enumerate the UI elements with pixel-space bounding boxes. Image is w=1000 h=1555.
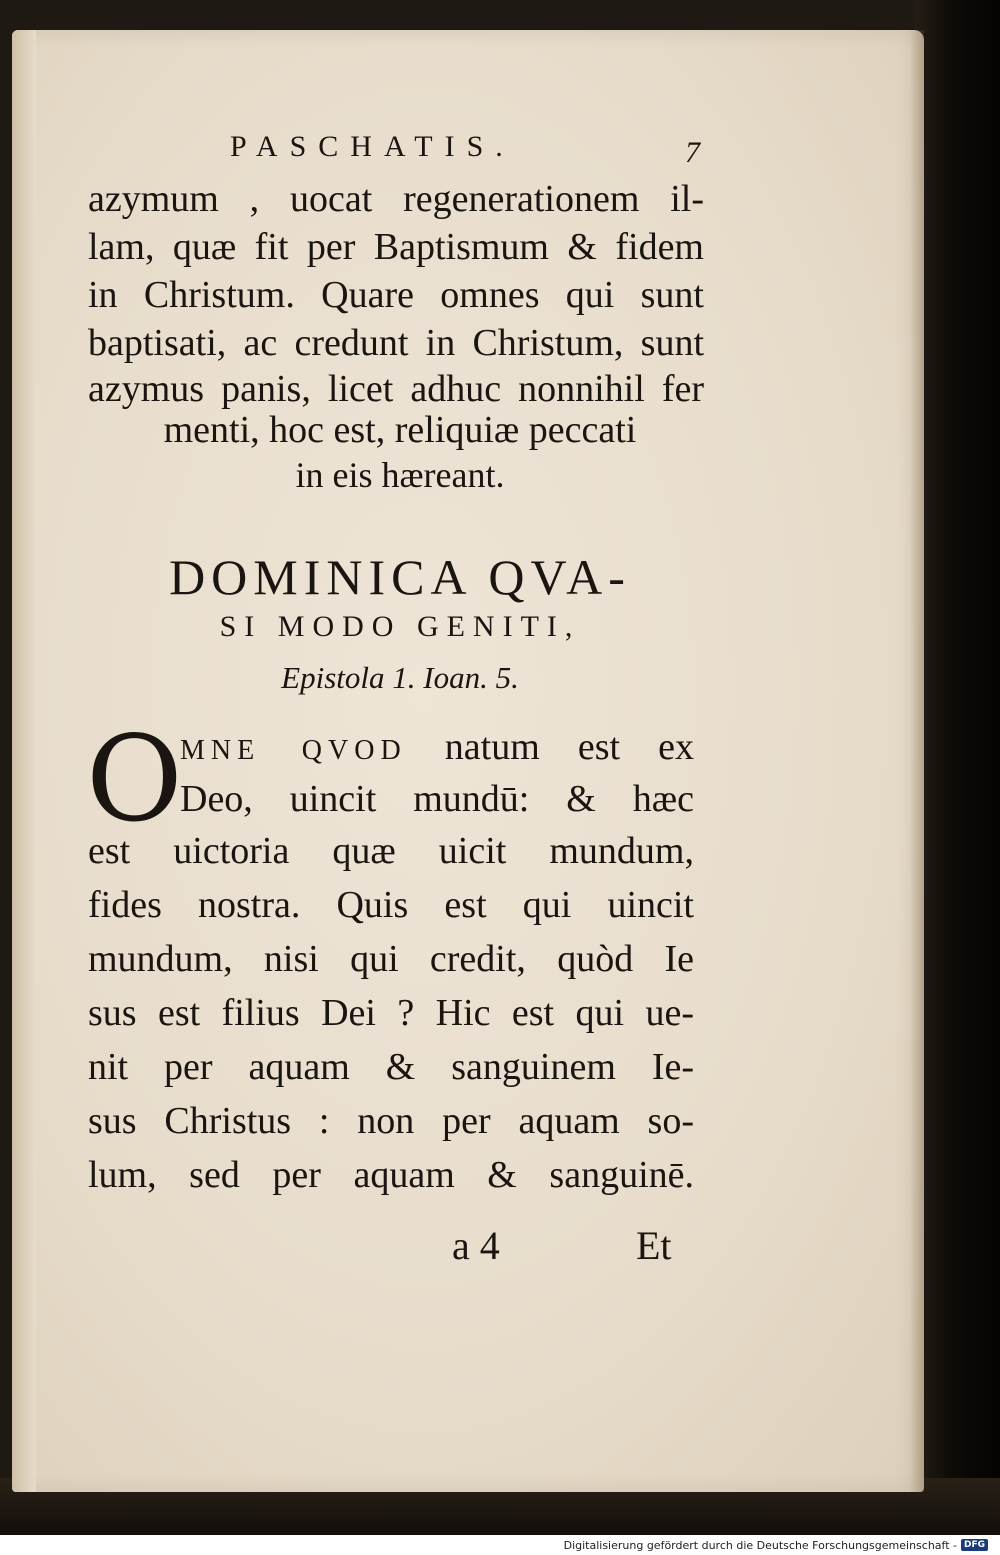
section-subheading: SI MODO GENITI, [219, 610, 581, 643]
centered-line: in eis hæreant. [295, 455, 505, 495]
digitization-footer [564, 1537, 988, 1553]
text-line: azymus panis, licet adhuc nonnihil fer [88, 368, 704, 410]
text-line: baptisati, ac credunt in Christum, sunt [88, 322, 704, 364]
first-line-text: natum est ex [444, 726, 695, 768]
text-line: in Christum. Quare omnes qui sunt [88, 274, 704, 316]
text-line: mundum, nisi qui credit, quòd Ie [88, 938, 694, 980]
epistle-reference: Epistola 1. Ioan. 5. [281, 660, 519, 695]
signature-mark: a 4 [452, 1223, 500, 1268]
text-line: sus Christus : non per aquam so- [88, 1100, 694, 1142]
text-line: azymum , uocat regenerationem il- [88, 178, 704, 220]
text-line: nit per aquam & sanguinem Ie- [88, 1046, 694, 1088]
opening-capitals: MNE QVOD [180, 735, 407, 766]
centered-line: menti, hoc est, reliquiæ peccati [163, 409, 637, 451]
footer-text: Digitalisierung gefördert durch die Deutsche Forschungsgemeinschaft - [563, 1538, 957, 1552]
text-line: fides nostra. Quis est qui uincit [88, 884, 694, 926]
text-line: lum, sed per aquam & sanguinē. [88, 1154, 694, 1196]
text-line: sus est filius Dei ? Hic est qui ue- [88, 992, 694, 1034]
running-head: PASCHATIS. [230, 130, 515, 163]
text-line: lam, quæ fit per Baptismum & fidem [88, 226, 704, 268]
text-line: est uictoria quæ uicit mundum, [88, 830, 694, 872]
first-body-line [180, 724, 694, 774]
book-edge-shadow [915, 0, 1000, 1535]
page-gutter-edge [12, 30, 36, 1492]
text-line: Deo, uincit mundū: & hæc [180, 778, 694, 820]
drop-capital: O [86, 710, 183, 848]
folio-number: 7 [685, 136, 700, 169]
catchword: Et [636, 1223, 672, 1268]
dfg-logo-icon: DFG [961, 1539, 988, 1551]
page-outer-edge [910, 30, 924, 1492]
section-heading: DOMINICA QVA- [169, 549, 631, 605]
